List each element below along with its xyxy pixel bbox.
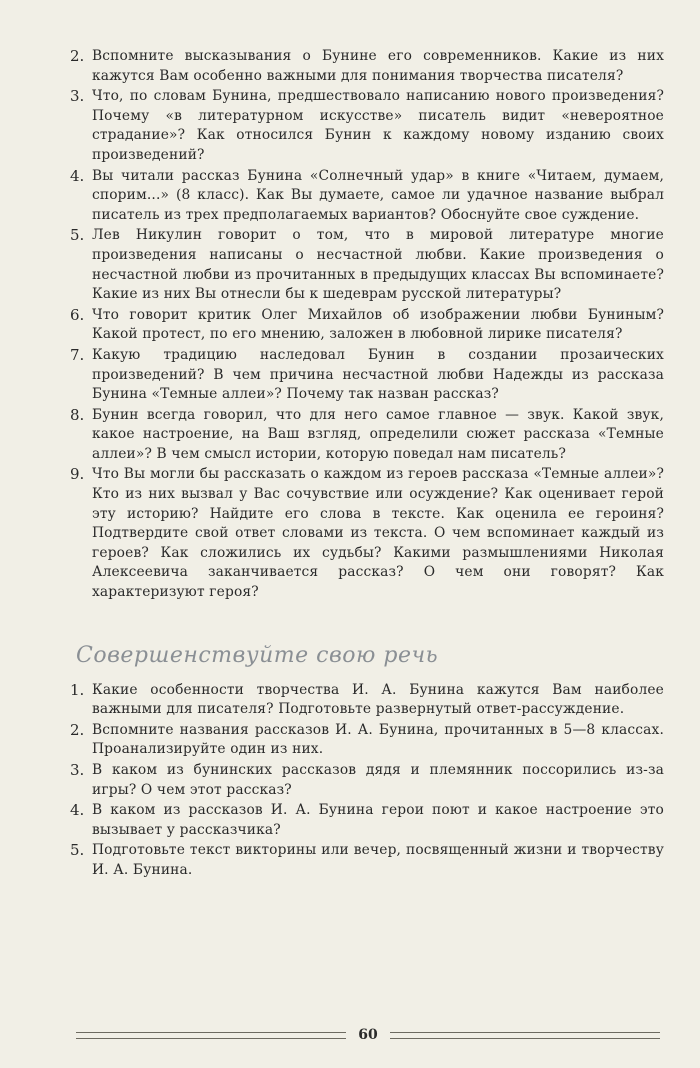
- list-item: [70, 226, 664, 304]
- list-item: [70, 166, 664, 226]
- item-number: 7.: [70, 345, 85, 364]
- item-number: 5.: [70, 226, 85, 245]
- list-item: [70, 305, 664, 345]
- list-item: [70, 87, 664, 165]
- list-item: [70, 465, 664, 602]
- item-text: Что Вы могли бы рассказать о каждом из героев рассказа «Темные аллеи»? Кто из них вызвал у Вас сочувствие или осуждение? Как оценивает герой эту историю? Найдите его слова в тексте. Как оценила ее героиня? Подтвердите свой ответ словами из текста. О чем вспоминает каждый из героев? Как сложились их судьбы? Какими размышлениями Николая Алексеевича заканчивается рассказ? О чем они говорят? Как характеризуют героя?: [92, 466, 664, 601]
- item-text: Вспомните высказывания о Бунине его современников. Какие из них кажутся Вам особенно важными для понимания творчества писателя?: [92, 48, 664, 84]
- list-item: [70, 841, 664, 880]
- list-item: [70, 405, 664, 465]
- list-item: [70, 801, 664, 840]
- item-number: 8.: [70, 405, 85, 424]
- item-number: 3.: [70, 87, 85, 106]
- item-number: 5.: [70, 841, 85, 860]
- item-text: Подготовьте текст викторины или вечер, посвященный жизни и творчеству И. А. Бунина.: [92, 842, 664, 878]
- item-text: Какую традицию наследовал Бунин в создании прозаических произведений? В чем причина несчастной любви Надежды из рассказа Бунина «Темные аллеи»? Почему так назван рассказ?: [92, 346, 664, 403]
- section-heading: Совершенствуйте свою речь: [76, 642, 439, 668]
- list-item: [70, 761, 664, 800]
- list-item: [70, 680, 664, 720]
- item-text: Бунин всегда говорил, что для него самое главное — звук. Какой звук, какое настроение, на Ваш взгляд, определили сюжет рассказа «Темные аллеи»? В чем смысл истории, которую поведал нам писатель?: [92, 406, 664, 462]
- item-number: 1.: [70, 680, 85, 699]
- item-text: Вспомните названия рассказов И. А. Бунина, прочитанных в 5—8 классах. Проанализируйте один из них.: [92, 721, 664, 758]
- list-item: [70, 47, 664, 86]
- item-text: В каком из рассказов И. А. Бунина герои поют и какое настроение это вызывает у рассказчика?: [92, 802, 664, 838]
- item-number: 3.: [70, 761, 85, 779]
- list-item: [70, 345, 664, 405]
- footer-rule-left: [76, 1032, 346, 1039]
- question-list: [70, 47, 664, 603]
- item-number: 4.: [70, 801, 85, 820]
- item-text: Какие особенности творчества И. А. Бунина кажутся Вам наиболее важными для писателя? Подготовьте развернутый ответ-рассуждение.: [92, 681, 664, 718]
- item-text: Что говорит критик Олег Михайлов об изображении любви Буниным? Какой протест, по его мнению, заложен в любовной лирике писателя?: [92, 306, 664, 343]
- page-footer: [76, 1025, 660, 1045]
- list-item: [70, 720, 664, 760]
- item-number: 9.: [70, 465, 85, 484]
- item-text: Лев Никулин говорит о том, что в мировой литературе многие произведения написаны о несчастной любви. Какие произведения о несчастной любви из прочитанных в предыдущих классах Вы вспоминаете? Какие из них Вы отнесли бы к шедеврам русской литературы?: [92, 227, 664, 303]
- item-number: 2.: [70, 720, 85, 739]
- item-text: Что, по словам Бунина, предшествовало написанию нового произведения? Почему «в литературном искусстве» писатель видит «невероятное страдание»? Как относился Бунин к каждому новому изданию своих произведений?: [92, 88, 664, 163]
- footer-rule-right: [390, 1032, 660, 1039]
- item-number: 6.: [70, 305, 85, 324]
- item-number: 2.: [70, 47, 85, 65]
- item-text: Вы читали рассказ Бунина «Солнечный удар» в книге «Читаем, думаем, спорим...» (8 класс). Как Вы думаете, самое ли удачное название выбрал писатель из трех предполагаемых вариантов? Обоснуйте свое суждение.: [92, 167, 664, 223]
- speech-task-list: [70, 680, 664, 881]
- item-text: В каком из бунинских рассказов дядя и племянник поссорились из-за игры? О чем этот рассказ?: [92, 762, 664, 798]
- item-number: 4.: [70, 166, 85, 185]
- page-number: 60: [358, 1027, 378, 1043]
